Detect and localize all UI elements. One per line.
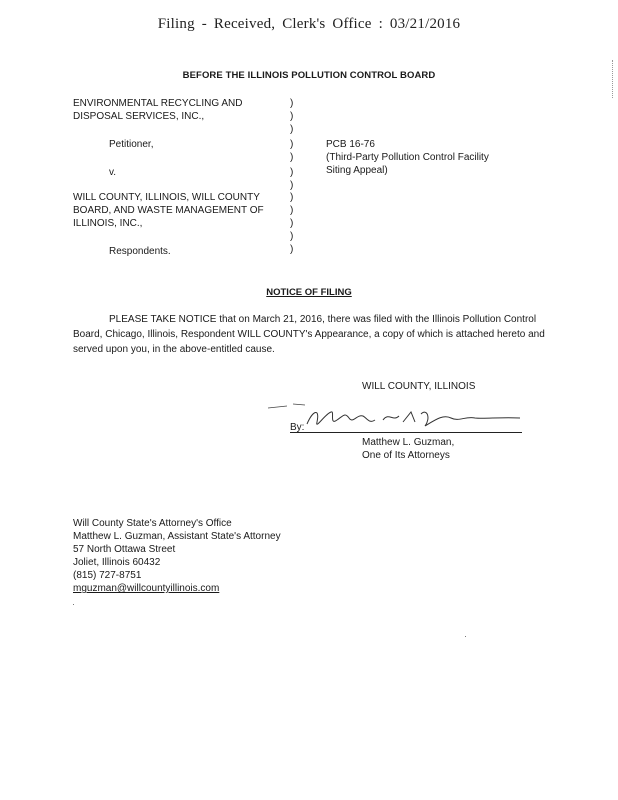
signature-entity: WILL COUNTY, ILLINOIS [362,381,476,392]
scan-speck [465,636,466,637]
by-label: By: [290,422,305,433]
respondent-line-1: WILL COUNTY, ILLINOIS, WILL COUNTY [73,192,260,203]
caption-paren: ) [290,231,294,242]
caption-paren: ) [290,139,294,150]
caption-paren: ) [290,167,294,178]
filing-stamp: Filing - Received, Clerk's Office : 03/21/2016 [157,16,461,32]
caption-paren: ) [290,244,294,255]
caption-paren: ) [290,180,294,191]
petitioner-line-2: DISPOSAL SERVICES, INC., [73,111,205,122]
case-description-line-2: Siting Appeal) [326,165,388,176]
signer-role: One of Its Attorneys [362,450,450,461]
contact-street: 57 North Ottawa Street [73,544,176,555]
respondent-label: Respondents. [109,246,171,257]
case-number: PCB 16-76 [326,139,375,150]
respondent-line-3: ILLINOIS, INC., [73,218,143,229]
respondent-line-2: BOARD, AND WASTE MANAGEMENT OF [73,205,264,216]
caption-paren: ) [290,152,294,163]
caption-paren: ) [290,192,294,203]
caption-paren: ) [290,205,294,216]
contact-name: Matthew L. Guzman, Assistant State's Attorney [73,531,281,542]
contact-office: Will County State's Attorney's Office [73,518,232,529]
contact-phone: (815) 727-8751 [73,570,142,581]
notice-body [73,312,548,357]
petitioner-line-1: ENVIRONMENTAL RECYCLING AND [73,98,243,109]
notice-body-text: PLEASE TAKE NOTICE that on March 21, 2016, there was filed with the Illinois Pollution Control Board, Chicago, Illinois, Respondent WILL COUNTY's Appearance, a copy of which is attached hereto and served upon you, in the above-entitled cause. [73,314,545,355]
handwritten-signature [265,400,535,440]
notice-title: NOTICE OF FILING [266,287,352,298]
caption-paren: ) [290,98,294,109]
signer-name: Matthew L. Guzman, [362,437,455,448]
signature-line [290,432,522,433]
case-description-line-1: (Third-Party Pollution Control Facility [326,152,489,163]
caption-paren: ) [290,218,294,229]
board-heading: BEFORE THE ILLINOIS POLLUTION CONTROL BOARD [182,70,436,81]
caption-paren: ) [290,111,294,122]
petitioner-label: Petitioner, [109,139,154,150]
contact-city: Joliet, Illinois 60432 [73,557,161,568]
scan-speck [73,604,74,605]
contact-email-link[interactable]: mguzman@willcountyillinois.com [73,583,220,594]
versus-label: v. [109,167,117,178]
caption-paren: ) [290,124,294,135]
